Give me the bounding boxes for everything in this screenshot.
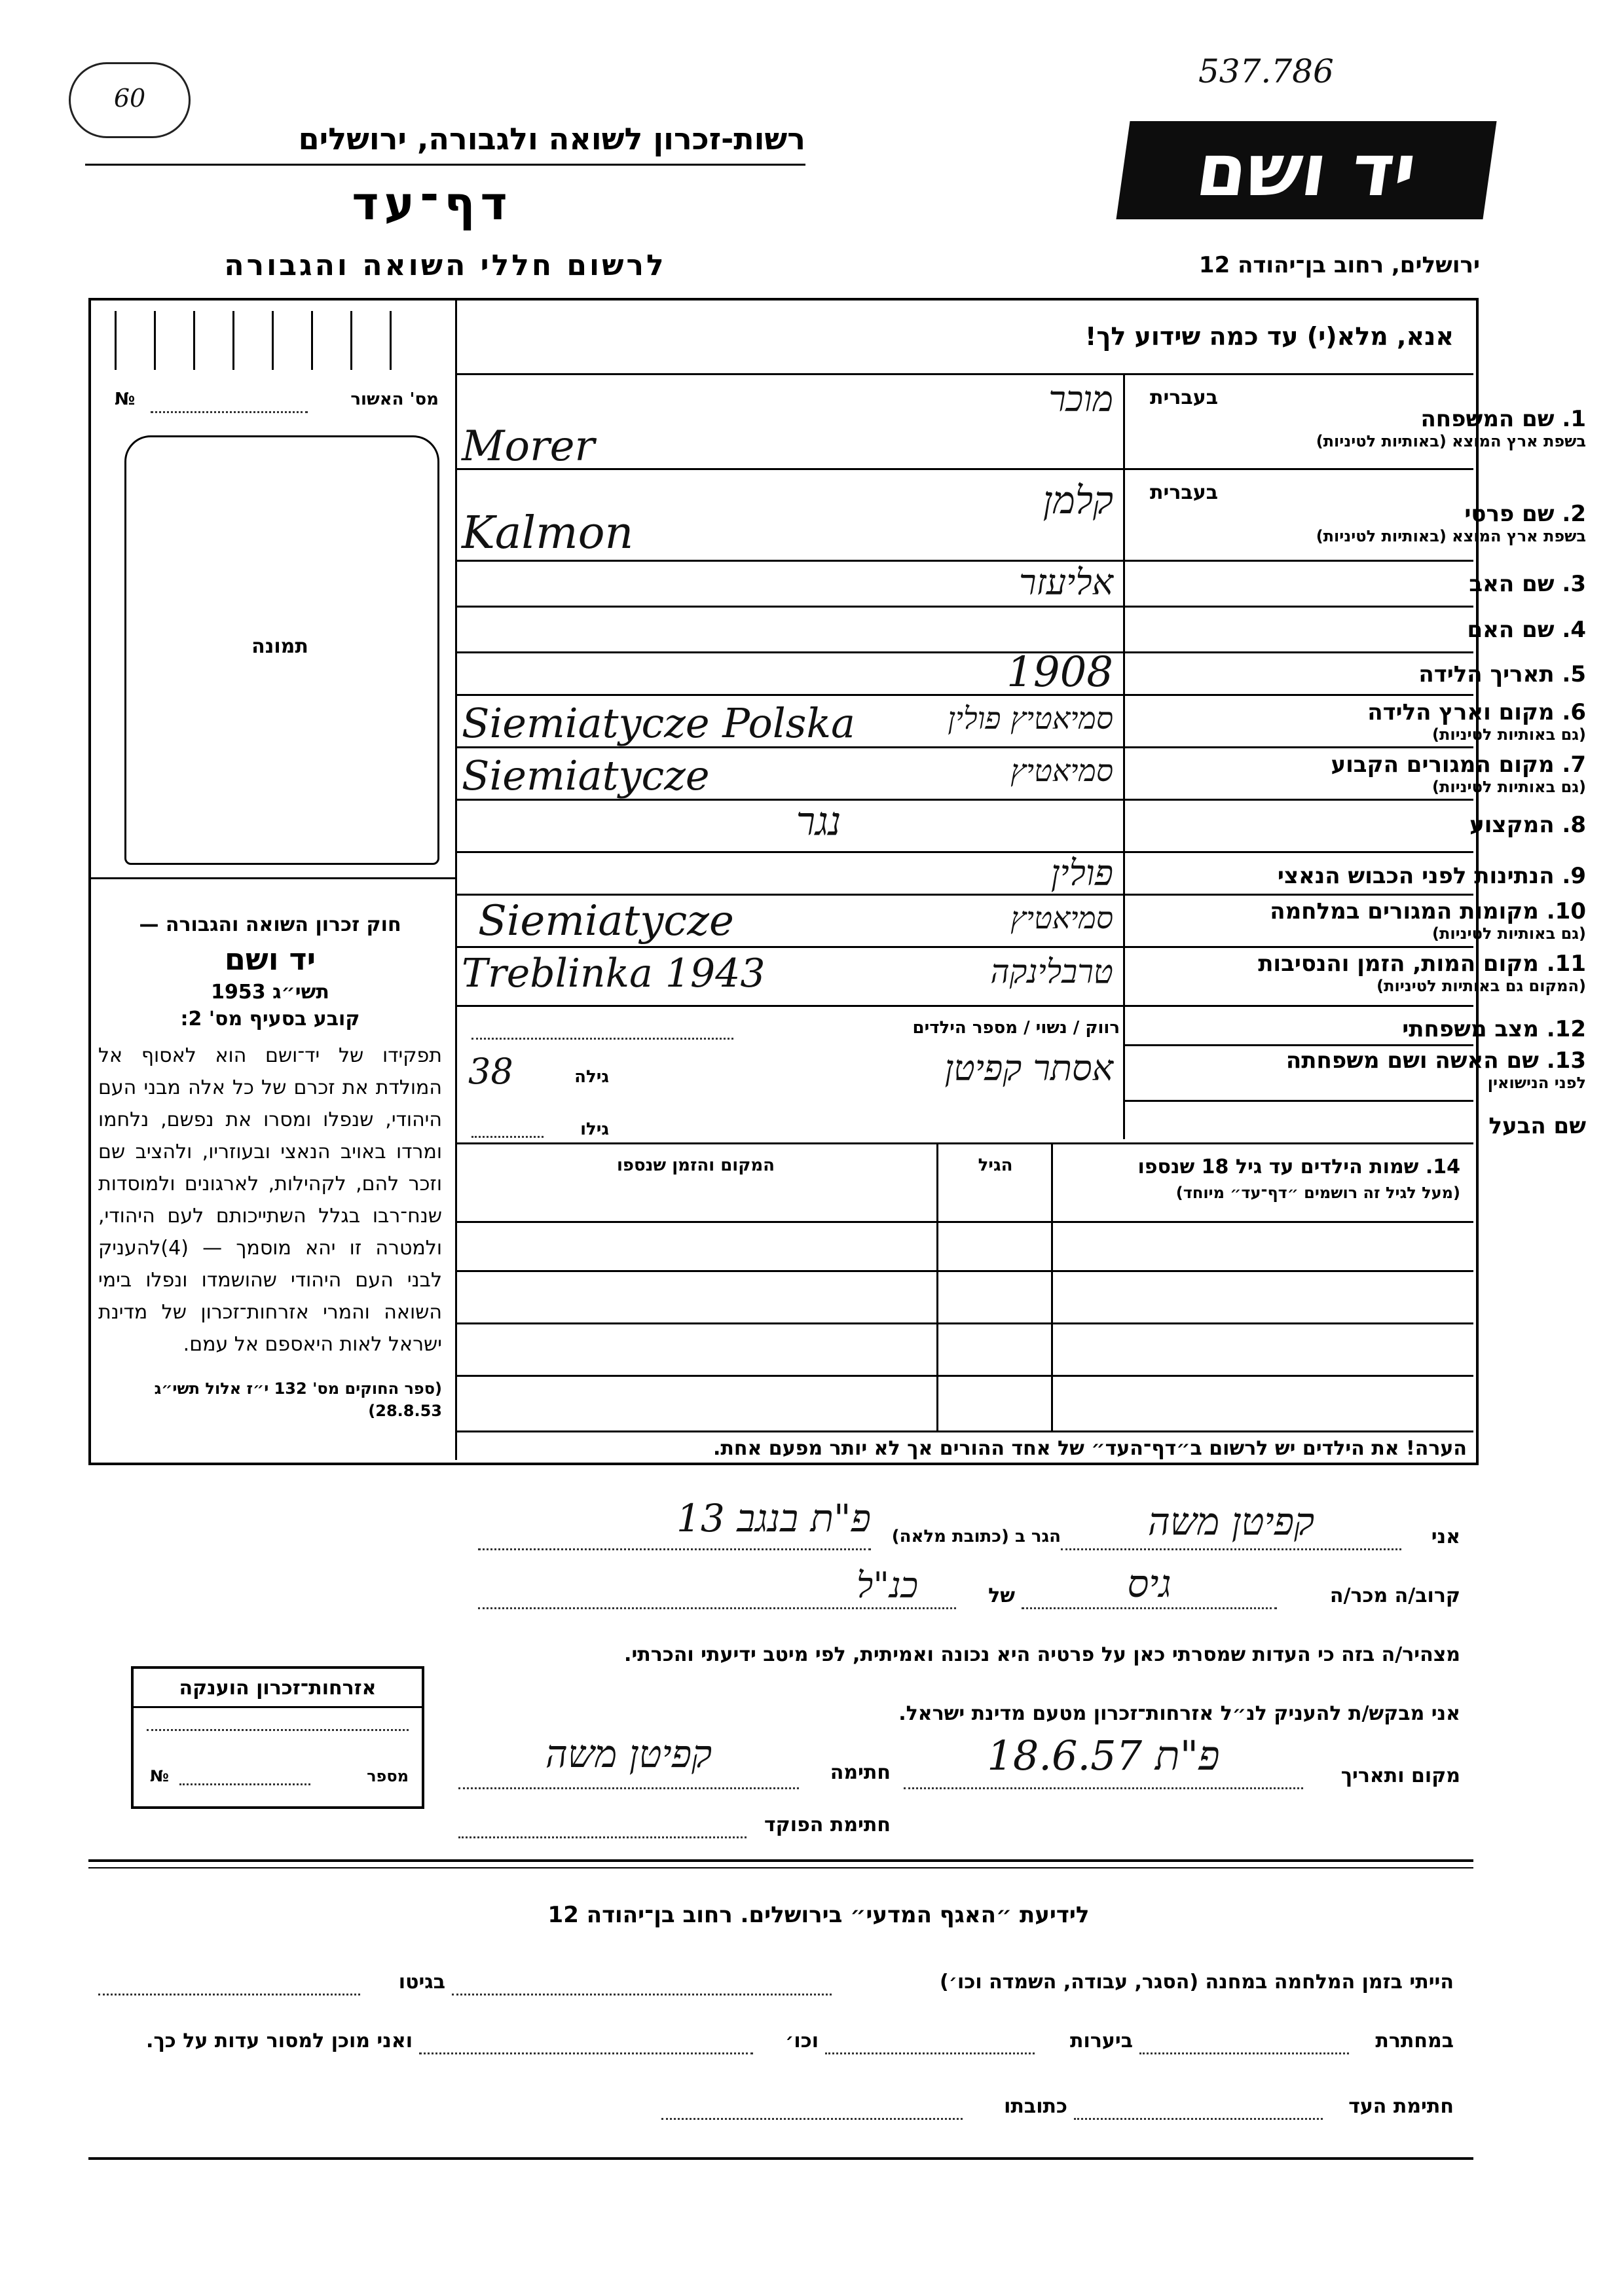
field-3-label: 3. שם האב — [1469, 571, 1586, 597]
field-10-label: 10. מקומות המגורים במלחמה (גם באותיות לטיניות) — [1270, 898, 1586, 943]
field-4-label: 4. שם האם — [1467, 617, 1586, 643]
children-age-col: הגיל — [978, 1156, 1013, 1175]
field-5-label: 5. תאריך הלידה — [1418, 661, 1586, 687]
law-year: 1953 — [211, 981, 266, 1004]
relation-value[interactable]: גיס — [1127, 1561, 1172, 1606]
field-9-label: 9. הנתינות לפני הכבוש הנאצי — [1277, 863, 1586, 889]
request-text: אני מבקש/ת להעניק לנ״ל אזרחות־זכרון מטעם מדינת ישראל. — [898, 1702, 1460, 1725]
citizenship-no-sign: № — [150, 1767, 169, 1785]
field-13-label: 13. שם האשה ושם משפחתה לפני הנישואין — [1285, 1048, 1586, 1092]
field-8-label: 8. המקצוע — [1469, 812, 1586, 838]
field-1-value-latin[interactable]: Morer — [462, 422, 595, 471]
field-2-label: 2. שם פרטי בשפת ארץ המוצא (באותיות לטיניות) — [1316, 501, 1586, 545]
bottom-line-1b: בגיטו — [398, 1971, 445, 1994]
signature-value[interactable]: קפיטן משה — [545, 1732, 712, 1776]
law-year-he: תשי״ג — [272, 981, 329, 1004]
field-11-value-latin[interactable]: Treblinka 1943 — [462, 951, 766, 996]
relative-label: קרוב/ה מכר/ה — [1329, 1584, 1460, 1607]
field-7-label: 7. מקום המגורים הקבוע (גם באותיות לטיניות) — [1331, 752, 1586, 796]
field-2-value-hebrew[interactable]: קלמן — [1043, 478, 1113, 522]
field-10-value-hebrew[interactable]: סמיאטיץ — [1010, 900, 1113, 936]
bottom-line-2d: ואני מוכן למסור עדות על כך. — [146, 2030, 413, 2052]
declarant-name[interactable]: קפיטן משה — [1147, 1499, 1315, 1544]
field-5-value[interactable]: 1908 — [1006, 648, 1113, 697]
law-excerpt — [98, 913, 442, 1422]
law-name: יד ושם — [224, 941, 316, 977]
field-8-value[interactable]: נגר — [796, 799, 841, 845]
field-7-value-latin[interactable]: Siemiatycze — [462, 752, 710, 799]
place-date-value[interactable]: פ"ת 18.6.57 — [987, 1732, 1220, 1779]
archive-stamp-number: 60 — [69, 62, 191, 138]
wife-age-value[interactable]: 38 — [468, 1051, 513, 1092]
children-note: הערה! את הילדים יש לרשום ב״דף־העד״ של אחד ההורים אך לא יותר מפעם אחת. — [713, 1437, 1467, 1460]
husband-label: שם הבעל — [1488, 1113, 1586, 1139]
bottom-line-2a: במחתרת — [1375, 2030, 1454, 2052]
field-1-value-hebrew[interactable]: מוכר — [1048, 378, 1113, 420]
law-source: (ספר החוקים מס' 132 י״ז אלול תשי״ג 28.8.53) — [154, 1379, 442, 1420]
children-place-col: המקום והזמן שנספו — [616, 1156, 775, 1175]
bottom-title: לידיעת ״האגף המדעי״ בירושלים. רחוב בן־יהודה 12 — [547, 1902, 1090, 1928]
header-address: ירושלים, רחוב בן־יהודה 12 — [1198, 252, 1480, 278]
field-11-value-hebrew[interactable]: טרבלינקה — [990, 953, 1113, 991]
husband-age-label: גילו — [580, 1120, 609, 1139]
field-6-value-latin[interactable]: Siemiatycze Polska — [462, 699, 856, 747]
bottom-line-2b: ביערות — [1070, 2030, 1133, 2052]
place-date-label: מקום ותאריך — [1340, 1764, 1460, 1787]
citizenship-box-title: אזרחות־זכרון הוענקה — [134, 1677, 422, 1708]
form-subtitle: לרשום חללי השואה והגבורה — [224, 249, 667, 282]
field-10-value-latin[interactable]: Siemiatycze — [478, 897, 734, 945]
bottom-line-3b: כתובתו — [1004, 2095, 1067, 2118]
document-number: 537.786 — [1198, 52, 1334, 90]
field-12-label: 12. מצב משפחתי — [1402, 1016, 1586, 1042]
field-6-label: 6. מקום וארץ הלידה (גם באותיות לטיניות) — [1367, 699, 1586, 744]
bottom-line-3a: חתימת העד — [1348, 2095, 1454, 2118]
authority-line: רשות-זכרון לשואה ולגבורה, ירושלים — [298, 121, 805, 156]
declarant-i-label: אני — [1431, 1525, 1460, 1548]
marital-options: רווק / נשוי / מספר הילדים — [912, 1018, 1120, 1038]
bottom-line-1a: הייתי בזמן המלחמה במחנה (הסגר, עבודה, השמדה וכו׳) — [940, 1971, 1454, 1994]
field-13-value[interactable]: אסתר קפיטן — [944, 1048, 1113, 1089]
children-header: 14. שמות הילדים עד גיל 18 שנספו (מעל לגיל זה רושמים ״דף־עד״ מיוחד) — [1137, 1156, 1460, 1202]
declarant-address[interactable]: פ"ת בנגב 13 — [676, 1496, 871, 1540]
field-1-label: 1. שם המשפחה בשפת ארץ המוצא (באותיות לטיניות) — [1316, 406, 1586, 450]
officer-signature-label: חתימת הפוקד — [764, 1813, 891, 1836]
law-clause: קובע בסעיף מס' 2: — [180, 1008, 360, 1030]
instruction-text: אנא, מלא(י) עד כמה שידוע לך! — [1085, 322, 1454, 351]
field-7-value-hebrew[interactable]: סמיאטיץ — [1010, 753, 1113, 788]
field-2-tag: בעברית — [1150, 481, 1218, 504]
office-code-boxes — [95, 304, 452, 370]
signature-label: חתימה — [830, 1761, 891, 1784]
field-11-label: 11. מקום המות, הזמן והנסיבות (המקום גם באותיות לטיניות) — [1258, 951, 1586, 995]
field-6-value-hebrew[interactable]: סמיאטיץ פולין — [948, 701, 1113, 736]
of-label: של — [988, 1584, 1015, 1607]
approval-no-sign: № — [115, 390, 136, 409]
field-3-value[interactable]: אליעזר — [1019, 562, 1113, 603]
citizenship-number-label: מספר — [367, 1767, 409, 1785]
bottom-line-2c: וכו׳ — [785, 2030, 819, 2052]
yad-vashem-logo: יד ושם — [1116, 121, 1496, 219]
approval-number-label: מס' האשור — [350, 390, 439, 409]
field-9-value[interactable]: פולין — [1050, 852, 1113, 894]
form-title: דף־עד — [352, 177, 513, 230]
law-body: תפקידו של יד־ושם הוא לאסוף אל המולדת את זכרם של כל אלה מבני העם היהודי, שנפלו ומסרו את נפשם, נלחמו ומרדו באויב הנאצי ובעוזריו, ולהציב שם וזכר להם, לקהילות, לארגונים ולמוסדות שנח־רבו בגלל השתייכותם לעם היהודי, ולמטרה זו יהא מוסמך — (4)להעניק לבני העם היהודי שהושמדו ונפלו בימי השואה והמרי אזרחות־זכרון של מדינת ישראל לאות היאספם אל עמם. — [98, 1044, 442, 1356]
photo-label: תמונה — [251, 635, 308, 658]
wife-age-label: גילה — [574, 1067, 609, 1087]
declarant-resides-label: הגר ב (כתובת מלאה) — [891, 1527, 1061, 1546]
law-title: חוק זכרון השואה והגבורה — — [139, 913, 401, 936]
citizenship-box — [131, 1666, 424, 1809]
declaration-text: מצהיר/ה בזה כי העדות שמסרתי כאן על פרטיה היא נכונה ואמיתית, לפי מיטב ידיעתי והכרתי. — [624, 1643, 1460, 1666]
field-1-tag: בעברית — [1150, 386, 1218, 409]
of-value[interactable]: כנ"ל — [856, 1565, 919, 1606]
field-2-value-latin[interactable]: Kalmon — [462, 507, 634, 559]
